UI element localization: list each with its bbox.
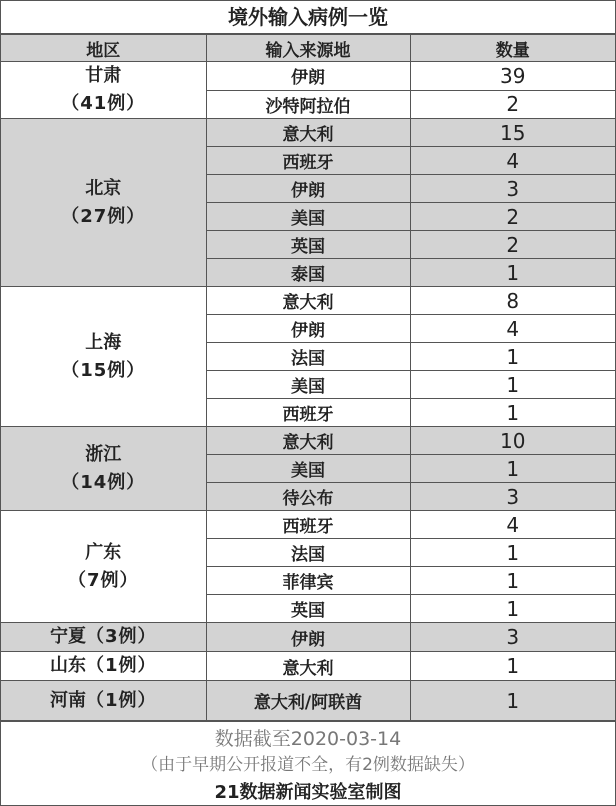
origin-cell: 西班牙 (206, 147, 410, 175)
origin-cell: 美国 (206, 371, 410, 399)
origin-cell: 待公布 (206, 483, 410, 511)
origin-cell: 法国 (206, 343, 410, 371)
header-region: 地区 (1, 35, 206, 62)
count-cell: 8 (410, 287, 615, 315)
origin-cell: 英国 (206, 595, 410, 623)
count-cell: 3 (410, 175, 615, 203)
origin-cell: 法国 (206, 539, 410, 567)
table-row (1, 119, 615, 147)
count-cell: 2 (410, 231, 615, 259)
table-row (1, 287, 615, 315)
origin-cell: 伊朗 (206, 315, 410, 343)
region-cell (1, 511, 206, 623)
table-body (1, 62, 615, 721)
origin-cell: 美国 (206, 203, 410, 231)
region-name: 山东 (49, 655, 86, 676)
table-row (1, 427, 615, 455)
count-cell: 1 (410, 399, 615, 427)
origin-cell: 意大利 (206, 427, 410, 455)
table-row (1, 681, 615, 721)
origin-cell: 意大利/阿联酋 (206, 681, 410, 721)
origin-cell: 沙特阿拉伯 (206, 90, 410, 119)
region-total: （15例） (61, 359, 146, 381)
data-date-note: 数据截至2020-03-14 (214, 728, 402, 750)
origin-cell: 英国 (206, 231, 410, 259)
origin-cell: 意大利 (206, 652, 410, 681)
region-name: 北京 (85, 177, 122, 199)
header-origin: 输入来源地 (206, 35, 410, 62)
page-title: 境外输入病例一览 (1, 1, 615, 34)
count-cell: 1 (410, 259, 615, 287)
region-name: 河南 (49, 689, 86, 711)
count-cell: 4 (410, 147, 615, 175)
count-cell: 4 (410, 315, 615, 343)
origin-cell: 美国 (206, 455, 410, 483)
credit-line: 21数据新闻实验室制图 (214, 782, 402, 803)
table-row (1, 511, 615, 539)
region-total: （41例） (61, 93, 146, 114)
region-cell (1, 287, 206, 427)
region-total: （7例） (67, 569, 139, 591)
origin-cell: 伊朗 (206, 175, 410, 203)
origin-cell: 西班牙 (206, 399, 410, 427)
count-cell: 1 (410, 595, 615, 623)
imported-cases-table (1, 34, 615, 721)
origin-cell: 伊朗 (206, 623, 410, 652)
region-cell (1, 427, 206, 511)
header-count: 数量 (410, 35, 615, 62)
origin-cell: 西班牙 (206, 511, 410, 539)
count-cell: 1 (410, 371, 615, 399)
count-cell: 1 (410, 343, 615, 371)
region-cell (1, 62, 206, 119)
count-cell: 15 (410, 119, 615, 147)
count-cell: 1 (410, 681, 615, 721)
count-cell: 1 (410, 539, 615, 567)
region-cell (1, 623, 206, 652)
origin-cell: 泰国 (206, 259, 410, 287)
region-cell (1, 119, 206, 287)
count-cell: 2 (410, 203, 615, 231)
count-cell: 39 (410, 62, 615, 91)
count-cell: 10 (410, 427, 615, 455)
table-row (1, 62, 615, 91)
count-cell: 1 (410, 567, 615, 595)
origin-cell: 伊朗 (206, 62, 410, 91)
origin-cell: 菲律宾 (206, 567, 410, 595)
region-total: （27例） (61, 205, 146, 227)
count-cell: 3 (410, 483, 615, 511)
region-total: （14例） (61, 471, 146, 493)
region-name: 广东 (85, 541, 122, 563)
count-cell: 4 (410, 511, 615, 539)
region-total: （1例） (85, 655, 157, 676)
missing-data-note: （由于早期公开报道不全，有2例数据缺失） (141, 755, 475, 775)
region-name: 上海 (85, 331, 122, 353)
footer (1, 721, 615, 806)
region-total: （3例） (85, 626, 157, 647)
count-cell: 1 (410, 455, 615, 483)
origin-cell: 意大利 (206, 287, 410, 315)
region-total: （1例） (85, 689, 157, 711)
table-row (1, 623, 615, 652)
region-name: 宁夏 (49, 626, 86, 647)
region-cell (1, 681, 206, 721)
table-header-row (1, 35, 615, 62)
count-cell: 2 (410, 90, 615, 119)
region-name: 甘肃 (85, 65, 122, 86)
table-row (1, 652, 615, 681)
region-cell (1, 652, 206, 681)
count-cell: 1 (410, 652, 615, 681)
origin-cell: 意大利 (206, 119, 410, 147)
region-name: 浙江 (85, 443, 122, 465)
count-cell: 3 (410, 623, 615, 652)
